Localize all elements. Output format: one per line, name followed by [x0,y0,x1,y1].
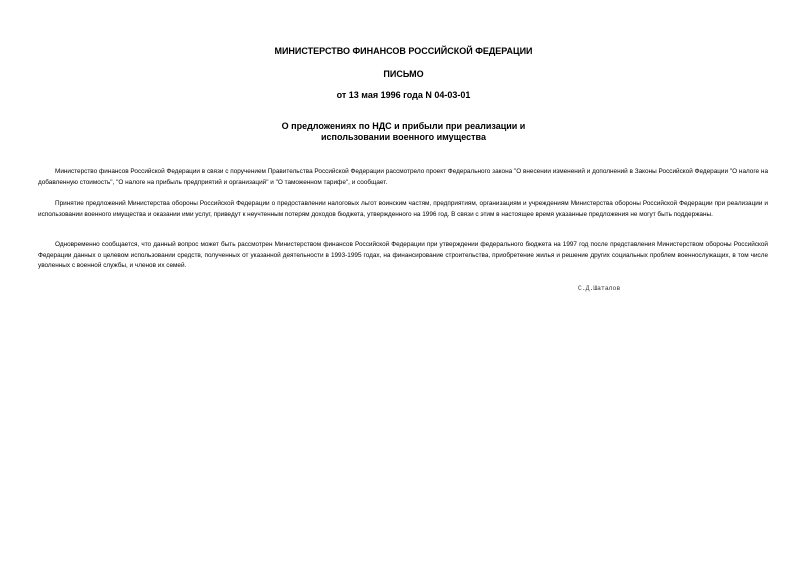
body-paragraph-3: Одновременно сообщается, что данный вопрос может быть рассмотрен Министерством финансов Российской Федерации при утверждении федерального бюджета на 1997 год после представления Министерством обороны Российской Федерации данных о целевом использовании средств, полученных от указанной деятельности в 1993-1995 годах, на финансирование строительства, приобретение жилья и решение других социальных проблем военнослужащих, в том числе уволенных с военной службы, и членов их семей. [38,241,768,270]
ministry-heading: МИНИСТЕРСТВО ФИНАНСОВ РОССИЙСКОЙ ФЕДЕРАЦИИ [274,46,533,56]
date-number-heading: от 13 мая 1996 года N 04-03-01 [336,90,471,100]
signature: С.Д.Шаталов [578,285,621,292]
subject-line-2: использовании военного имущества [321,132,486,142]
document-type-heading: ПИСЬМО [383,69,424,79]
subject-heading [0,121,807,143]
subject-line-1: О предложениях по НДС и прибыли при реализации и [281,121,526,131]
body-paragraph-1: Министерство финансов Российской Федерации в связи с поручением Правительства Российской Федерации рассмотрело проект Федерального закона "О внесении изменений и дополнений в Законы Российской Федерации "О налоге на добавленную стоимость", "О налоге на прибыль предприятий и организаций" и "О таможенном тарифе", и сообщает. [38,168,768,186]
body-paragraph-2: Принятие предложений Министерства обороны Российской Федерации о предоставлении налоговых льгот воинским частям, предприятиям, организациям и учреждениям Министерства обороны Российской Федерации при реализации и использовании военного имущества и оказании ими услуг, приведут к неучтенным потерям доходов бюджета, утвержденного на 1996 год. В связи с этим в настоящее время указанные предложения не могут быть поддержаны. [38,200,768,218]
